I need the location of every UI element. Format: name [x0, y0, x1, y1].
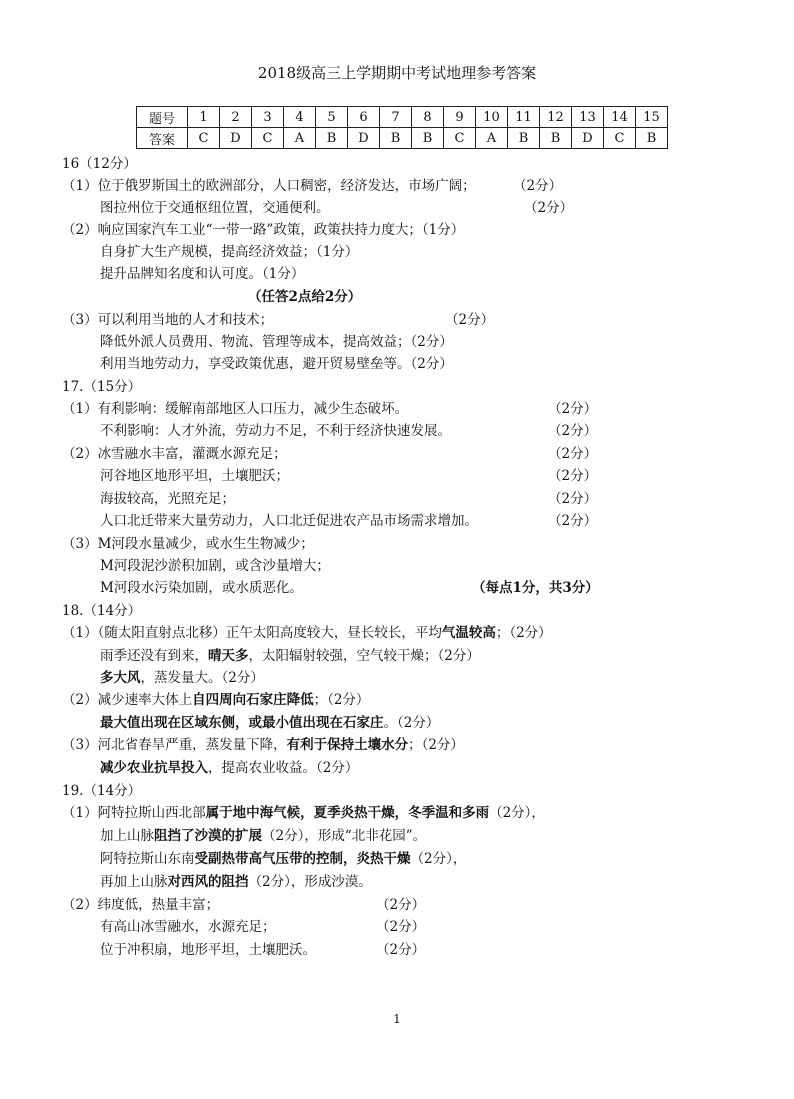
text-run: （1）阿特拉斯山西北部	[62, 805, 206, 821]
q17-part2-line4: 人口北迁带来大量劳动力，人口北迁促进农产品市场需求增加。	[100, 513, 478, 529]
text-run: （2）减少速率大体上	[62, 692, 193, 708]
q16-part3-line3: 利用当地劳动力，享受政策优惠，避开贸易壁垒等。（2分）	[100, 356, 453, 372]
q19-part2-line1: （2）纬度低，热量丰富；	[62, 897, 220, 913]
table-cell: 10	[476, 107, 508, 128]
table-cell: C	[444, 128, 476, 149]
text-run: （1）（随太阳直射点北移）正午太阳高度较大，昼长较长，平均	[62, 625, 442, 641]
q16-part3-line1: （3）可以利用当地的人才和技术；	[62, 312, 274, 328]
text-run: 。（2分）	[383, 715, 440, 731]
q19-part1-line1	[62, 803, 545, 823]
answer-table	[136, 106, 668, 149]
text-run: （2分），	[489, 805, 545, 821]
q19-part2-line1-score: （2分）	[376, 897, 426, 913]
q17-part2-line4-score: （2分）	[548, 513, 598, 529]
table-cell: 2	[220, 107, 252, 128]
table-cell: 8	[412, 107, 444, 128]
text-run: ，提高农业收益。（2分）	[208, 760, 359, 776]
q16-part2-line1: （2）响应国家汽车工业“一带一路”政策，政策扶持力度大；（1分）	[62, 222, 465, 238]
q16-part1-line2: 图拉州位于交通枢纽位置，交通便利。	[100, 200, 330, 216]
q17-part1-line1: （1）有利影响：缓解南部地区人口压力，减少生态破坏。	[62, 401, 409, 417]
table-cell: B	[508, 128, 540, 149]
table-cell: B	[412, 128, 444, 149]
q17-part3-line1: （3）M河段水量减少，或水生生物减少；	[62, 536, 314, 552]
q18-heading: 18.（14分）	[62, 603, 142, 619]
q19-part2-line3: 位于冲积扇，地形平坦，土壤肥沃。	[100, 942, 316, 958]
q19-heading: 19.（14分）	[62, 783, 142, 799]
q17-part2-line3: 海拔较高，光照充足；	[100, 491, 235, 507]
table-cell: 6	[348, 107, 380, 128]
text-run: ；（2分）	[495, 625, 552, 641]
q18-part1-line1	[62, 623, 552, 643]
table-cell: A	[476, 128, 508, 149]
q17-heading: 17.（15分）	[62, 379, 142, 395]
table-cell: D	[348, 128, 380, 149]
table-cell: B	[380, 128, 412, 149]
text-run: （2分），形成“北非花园”。	[262, 828, 427, 844]
q16-part2-line3: 提升品牌知名度和认可度。（1分）	[100, 266, 305, 282]
text-run: 加上山脉	[100, 828, 154, 844]
text-run: 雨季还没有到来，	[100, 648, 208, 664]
text-run: 再加上山脉	[100, 874, 168, 890]
page-number: 1	[393, 1012, 401, 1026]
key-point: 有利于保持土壤水分	[286, 737, 409, 753]
q18-part1-line2	[100, 646, 480, 666]
q19-part2-line2-score: （2分）	[376, 919, 426, 935]
q17-part1-line1-score: （2分）	[548, 401, 598, 417]
q16-part1-line1-score: （2分）	[513, 178, 563, 194]
q18-part3-line1	[62, 735, 464, 755]
table-cell: 15	[636, 107, 668, 128]
q16-part1-line1: （1）位于俄罗斯国土的欧洲部分，人口稠密，经济发达，市场广阔；	[62, 178, 476, 194]
text-run: ，太阳辐射较强，空气较干燥；（2分）	[248, 648, 480, 664]
table-row-label: 题号	[137, 107, 188, 128]
q16-part2-line2: 自身扩大生产规模，提高经济效益；（1分）	[100, 244, 359, 260]
table-cell: 12	[540, 107, 572, 128]
key-point: 自四周向石家庄降低	[192, 692, 314, 708]
table-row-label: 答案	[137, 128, 188, 149]
q18-part1-line3	[100, 668, 264, 688]
q17-part1-line2: 不利影响：人才外流，劳动力不足，不利于经济快速发展。	[100, 423, 451, 439]
key-point: 多大风	[100, 670, 141, 686]
text-run: （3）河北省春旱严重，蒸发量下降，	[62, 737, 287, 753]
key-point: 气温较高	[441, 625, 496, 641]
table-cell: D	[220, 128, 252, 149]
q18-part3-line2	[100, 758, 358, 778]
table-cell: 7	[380, 107, 412, 128]
q17-part2-line3-score: （2分）	[548, 491, 598, 507]
key-point: 受副热带高气压带的控制，炎热干燥	[194, 851, 411, 867]
q18-part2-line2	[100, 713, 439, 733]
table-cell: 9	[444, 107, 476, 128]
q17-part2-line1-score: （2分）	[548, 446, 598, 462]
answer-table-row-numbers	[137, 107, 668, 128]
q19-part2-line2: 有高山冰雪融水，水源充足；	[100, 919, 276, 935]
table-cell: C	[188, 128, 220, 149]
table-cell: B	[636, 128, 668, 149]
q19-part1-line3	[100, 849, 466, 869]
q16-part2-note: （任答2点给2分）	[248, 289, 362, 305]
q17-part3-note: （每点1分，共3分）	[472, 580, 599, 596]
table-cell: 14	[604, 107, 636, 128]
table-cell: 3	[252, 107, 284, 128]
table-cell: 13	[572, 107, 604, 128]
text-run: ；（2分）	[408, 737, 464, 753]
q17-part3-line3: M河段水污染加剧，或水质恶化。	[100, 580, 303, 596]
table-cell: B	[316, 128, 348, 149]
table-cell: C	[604, 128, 636, 149]
text-run: （2分），	[410, 851, 467, 867]
table-cell: C	[252, 128, 284, 149]
q16-heading: 16（12分）	[62, 156, 137, 172]
key-point: 晴天多	[208, 648, 249, 664]
table-cell: 1	[188, 107, 220, 128]
q18-part2-line1	[62, 690, 369, 710]
answer-table-row-answers	[137, 128, 668, 149]
q17-part3-line2: M河段泥沙淤积加剧，或含沙量增大；	[100, 558, 330, 574]
table-cell: 11	[508, 107, 540, 128]
text-run: （2分），形成沙漠。	[248, 874, 372, 890]
q17-part2-line1: （2）冰雪融水丰富，灌溉水源充足；	[62, 446, 287, 462]
text-run: ，蒸发量大。（2分）	[140, 670, 264, 686]
q16-part1-line2-score: （2分）	[524, 200, 574, 216]
table-cell: A	[284, 128, 316, 149]
table-cell: 4	[284, 107, 316, 128]
q17-part2-line2-score: （2分）	[548, 468, 598, 484]
q19-part2-line3-score: （2分）	[376, 942, 426, 958]
q19-part1-line4	[100, 872, 372, 892]
key-point: 阻挡了沙漠的扩展	[154, 828, 262, 844]
text-run: 阿特拉斯山东南	[100, 851, 195, 867]
q16-part3-line2: 降低外派人员费用、物流、管理等成本，提高效益；（2分）	[100, 334, 453, 350]
text-run: ；（2分）	[313, 692, 370, 708]
q19-part1-line2	[100, 826, 426, 846]
q17-part1-line2-score: （2分）	[548, 423, 598, 439]
q17-part2-line2: 河谷地区地形平坦，土壤肥沃；	[100, 468, 289, 484]
table-cell: B	[540, 128, 572, 149]
key-point: 对西风的阻挡	[167, 874, 249, 890]
key-point: 属于地中海气候，夏季炎热干燥，冬季温和多雨	[205, 805, 490, 821]
q16-part3-line1-score: （2分）	[445, 312, 495, 328]
key-point: 减少农业抗旱投入	[100, 760, 208, 776]
table-cell: D	[572, 128, 604, 149]
table-cell: 5	[316, 107, 348, 128]
key-point: 最大值出现在区域东侧，或最小值出现在石家庄	[100, 715, 384, 731]
page-title: 2018级高三上学期期中考试地理参考答案	[257, 64, 537, 82]
